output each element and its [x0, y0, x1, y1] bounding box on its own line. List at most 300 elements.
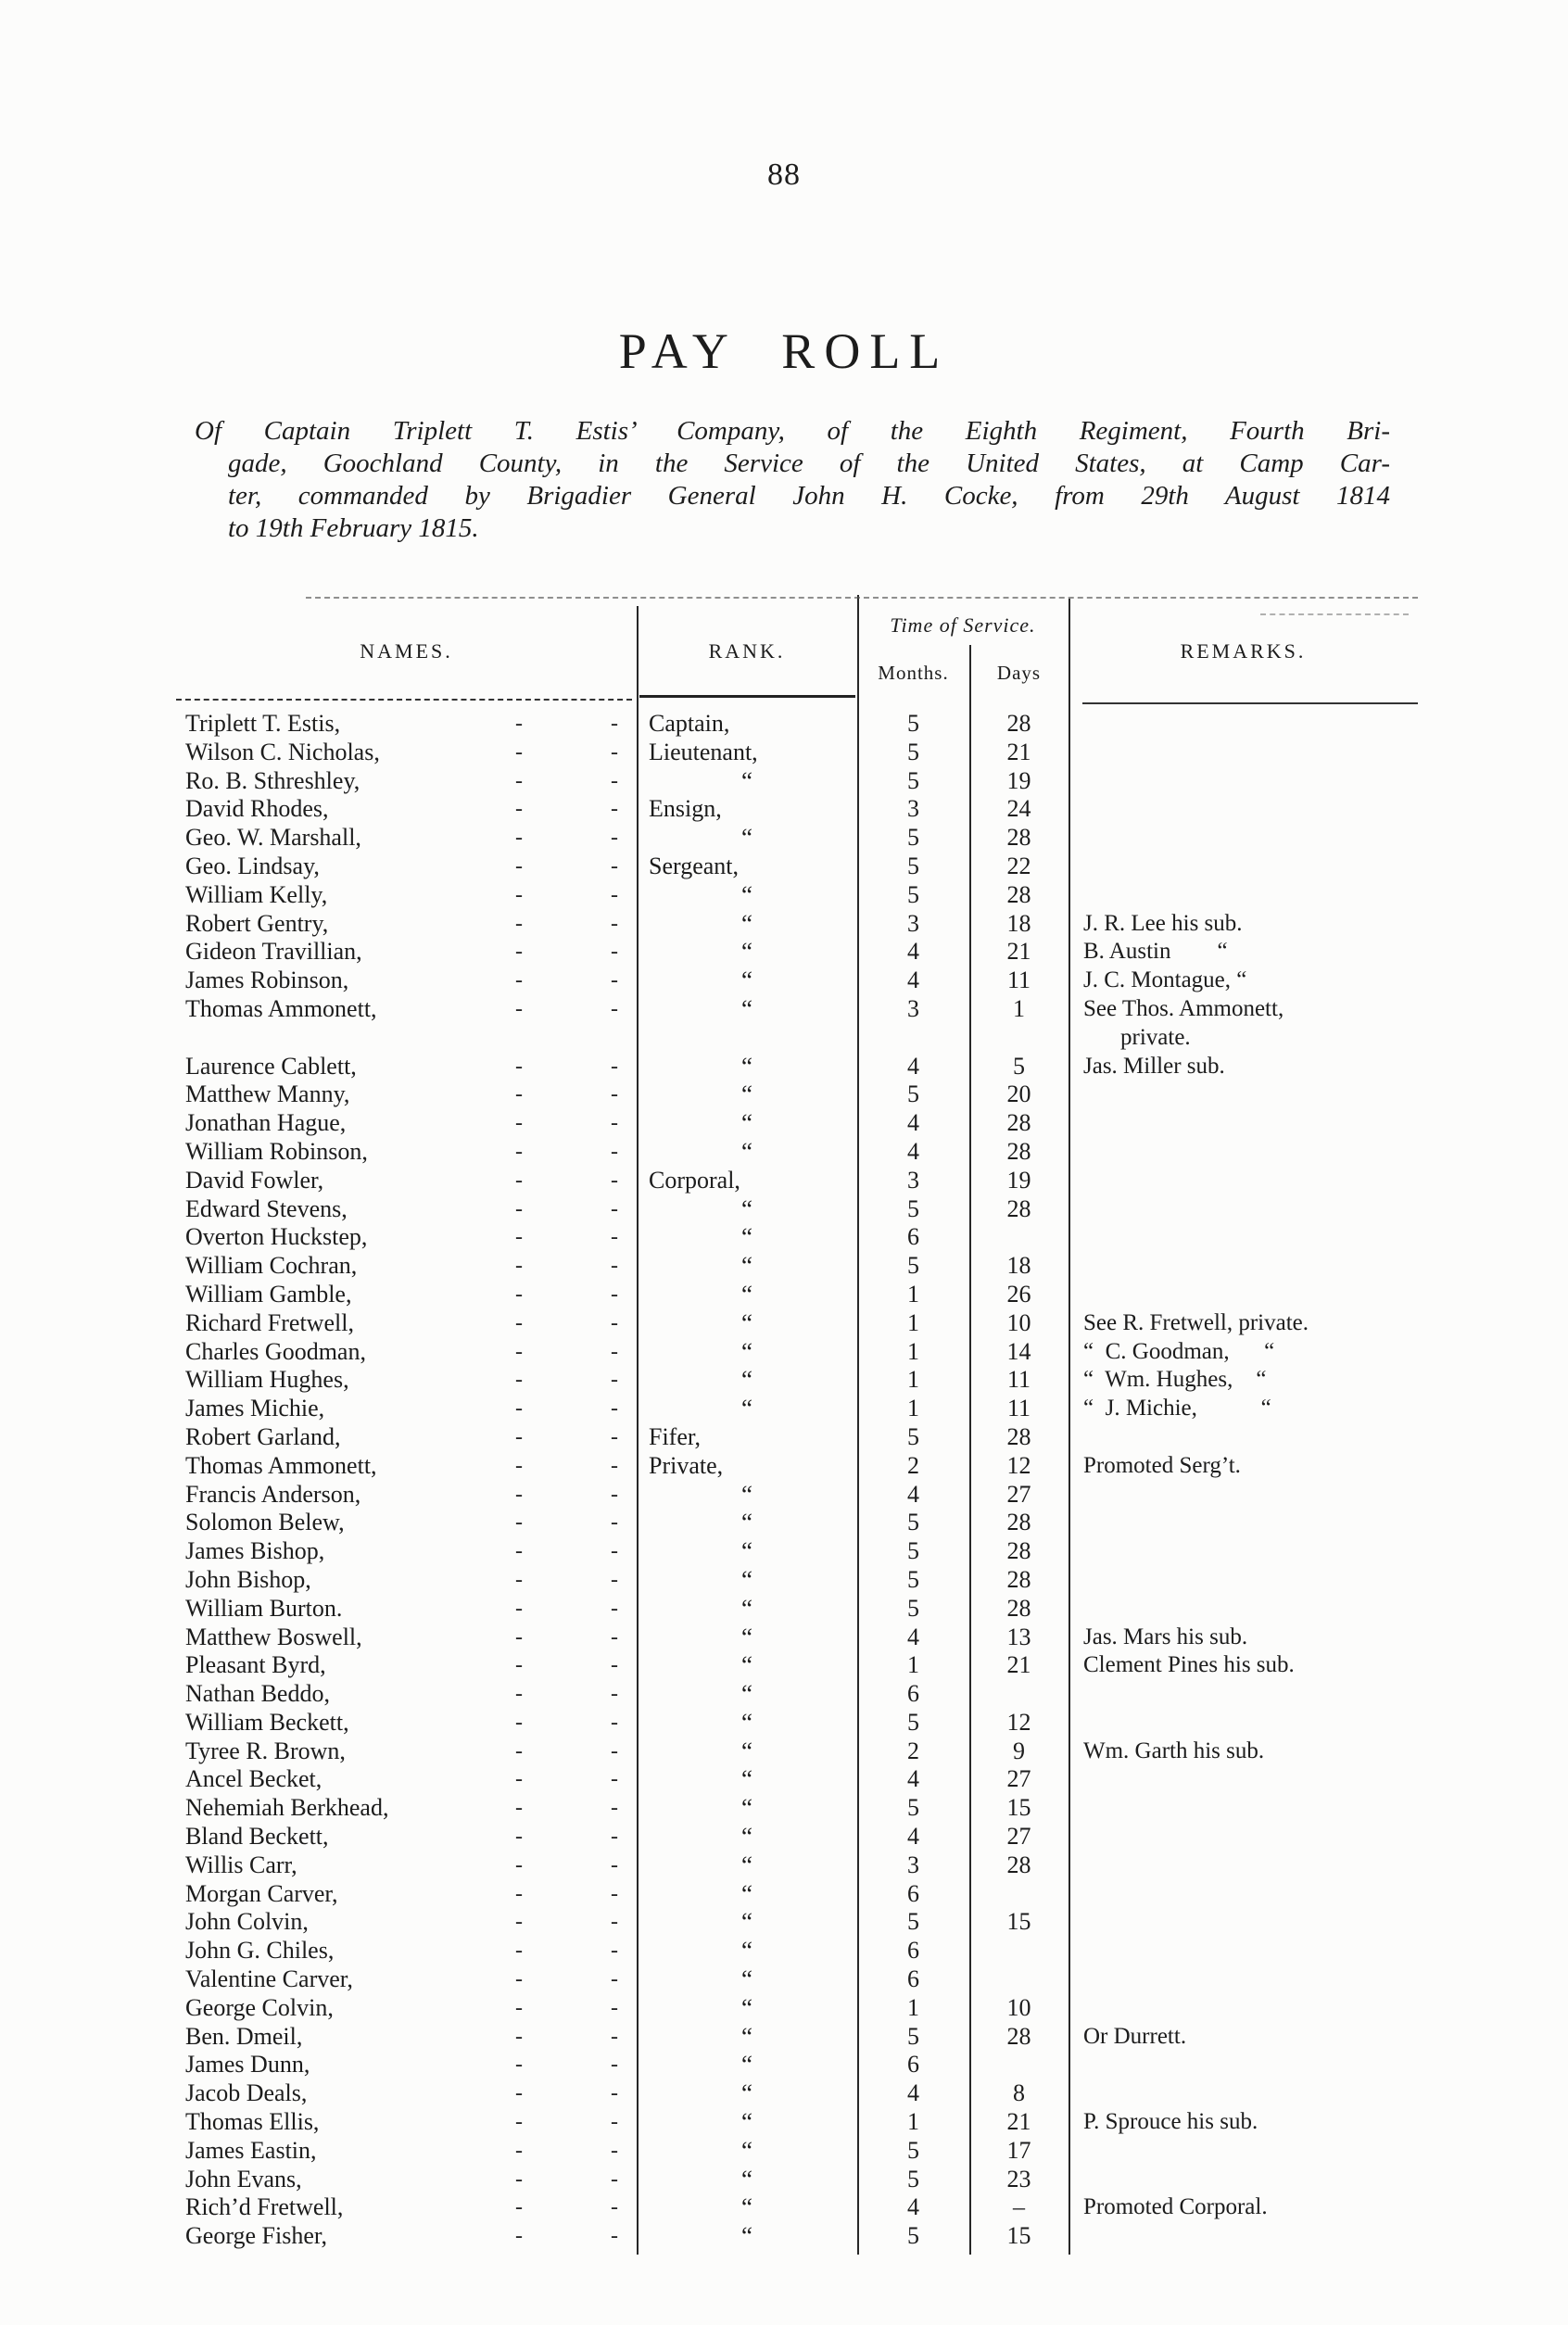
leader-dash: - [611, 1339, 618, 1364]
leader-dash: - [515, 1967, 523, 1992]
leader-dash: - [515, 1682, 523, 1707]
leader-dash: - [611, 1624, 618, 1649]
table-row [176, 2079, 1418, 2108]
table-row [176, 1338, 1418, 1367]
soldier-name: William Kelly, [185, 880, 328, 908]
name-cell [176, 2137, 637, 2166]
rank-ditto-mark: “ [741, 1965, 752, 1994]
days-cell: 12 [1006, 1451, 1031, 1479]
days-cell: 9 [1013, 1737, 1025, 1764]
months-cell: 3 [907, 1166, 919, 1194]
rank-cell: Ensign, [649, 795, 722, 823]
name-cell [176, 739, 637, 767]
rank-ditto-mark: “ [741, 824, 752, 853]
leader-dash: - [515, 2167, 523, 2192]
months-cell: 5 [907, 1594, 919, 1622]
months-cell: 1 [907, 1280, 919, 1308]
soldier-name: Pleasant Byrd, [185, 1651, 326, 1679]
table-row [176, 1252, 1418, 1281]
name-cell [176, 1709, 637, 1737]
days-cell: 26 [1006, 1280, 1031, 1308]
months-cell: 5 [907, 766, 919, 794]
rank-ditto-mark: “ [741, 1565, 752, 1594]
remarks-cell [1069, 1737, 1418, 1766]
rank-ditto-mark: “ [741, 1708, 752, 1737]
name-cell [176, 2079, 637, 2108]
rank-ditto-mark: “ [741, 1223, 752, 1252]
remark-text: J. C. Montague, “ [1083, 967, 1247, 993]
months-cell: 5 [907, 1908, 919, 1936]
leader-dash: - [515, 1939, 523, 1964]
leader-dash: - [515, 2053, 523, 2078]
leader-dash: - [611, 1995, 618, 2020]
leader-dash: - [515, 1710, 523, 1735]
name-cell [176, 1737, 637, 1766]
table-row [176, 1680, 1418, 1709]
leader-dash: - [515, 1510, 523, 1535]
days-cell: 21 [1006, 738, 1031, 765]
months-cell: 6 [907, 2051, 919, 2079]
months-cell: 1 [907, 2108, 919, 2136]
leader-dash: - [515, 1653, 523, 1678]
months-cell: 4 [907, 2079, 919, 2107]
leader-dash: - [611, 1881, 618, 1906]
name-cell [176, 1481, 637, 1510]
soldier-name: Jacob Deals, [185, 2079, 308, 2107]
months-cell: 3 [907, 909, 919, 937]
soldier-name: William Hughes, [185, 1366, 349, 1394]
name-cell [176, 1395, 637, 1423]
leader-dash: - [611, 1368, 618, 1393]
soldier-name: Matthew Manny, [185, 1080, 350, 1108]
table-row [176, 1709, 1418, 1737]
months-cell: 6 [907, 1879, 919, 1907]
caption-line: ter, commanded by Brigadier General John H. Cocke, from 29th August 1814 [228, 481, 1390, 511]
leader-dash: - [515, 2024, 523, 2049]
soldier-name: Ancel Becket, [185, 1765, 322, 1793]
days-cell: 15 [1006, 1908, 1031, 1936]
months-cell: 4 [907, 967, 919, 994]
remarks-cell [1069, 910, 1418, 939]
leader-dash: - [611, 2053, 618, 2078]
leader-dash: - [611, 797, 618, 822]
months-cell: 4 [907, 1765, 919, 1793]
leader-dash: - [515, 797, 523, 822]
days-cell: – [1013, 2193, 1025, 2221]
rank-ditto-mark: “ [741, 994, 752, 1023]
soldier-name: Geo. Lindsay, [185, 852, 320, 879]
soldier-name: Thomas Ellis, [185, 2108, 320, 2136]
days-cell: 1 [1013, 994, 1025, 1022]
table-row [176, 1509, 1418, 1537]
months-cell: 3 [907, 994, 919, 1022]
leader-dash: - [611, 882, 618, 907]
leader-dash: - [515, 1624, 523, 1649]
months-cell: 5 [907, 1708, 919, 1736]
header-rule-rank [639, 695, 855, 698]
days-cell: 23 [1006, 2165, 1031, 2192]
soldier-name: James Bishop, [185, 1537, 325, 1565]
days-cell: 28 [1006, 1537, 1031, 1565]
name-cell [176, 1080, 637, 1109]
table-row [176, 767, 1418, 796]
remark-text: J. R. Lee his sub. [1083, 910, 1243, 936]
name-cell [176, 1053, 637, 1081]
leader-dash: - [611, 1710, 618, 1735]
remark-text: See Thos. Ammonett, [1083, 995, 1284, 1021]
leader-dash: - [515, 768, 523, 793]
remark-text: “ C. Goodman, “ [1083, 1338, 1275, 1364]
leader-dash: - [611, 1054, 618, 1079]
table-row [176, 2222, 1418, 2251]
leader-dash: - [611, 1082, 618, 1107]
name-cell [176, 1167, 637, 1195]
soldier-name: Nehemiah Berkhead, [185, 1794, 389, 1822]
name-cell [176, 1423, 637, 1452]
remark-text: Jas. Miller sub. [1083, 1053, 1225, 1079]
days-cell: 28 [1006, 710, 1031, 737]
table-row [176, 1080, 1418, 1109]
leader-dash: - [515, 1082, 523, 1107]
leader-dash: - [515, 940, 523, 965]
leader-dash: - [515, 1482, 523, 1507]
soldier-name: Edward Stevens, [185, 1194, 348, 1222]
name-cell [176, 1309, 637, 1338]
table-row [176, 2051, 1418, 2079]
name-cell [176, 1223, 637, 1252]
table-row [176, 795, 1418, 824]
leader-dash: - [611, 853, 618, 878]
months-cell: 4 [907, 1823, 919, 1851]
leader-dash: - [611, 1510, 618, 1535]
soldier-name: Jonathan Hague, [185, 1109, 347, 1137]
months-cell: 3 [907, 795, 919, 823]
leader-dash: - [515, 739, 523, 764]
leader-dash: - [611, 1567, 618, 1592]
leader-dash: - [515, 996, 523, 1021]
soldier-name: Bland Beckett, [185, 1823, 329, 1851]
remark-text: See R. Fretwell, private. [1083, 1309, 1309, 1335]
remark-text-continued: private. [1120, 1024, 1191, 1050]
table-row [176, 995, 1418, 1053]
months-cell: 1 [907, 1366, 919, 1394]
page-number: 88 [767, 158, 801, 192]
soldier-name: William Cochran, [185, 1252, 358, 1280]
days-cell: 19 [1006, 1166, 1031, 1194]
months-cell: 5 [907, 1252, 919, 1280]
leader-dash: - [611, 712, 618, 736]
rank-ditto-mark: “ [741, 1308, 752, 1337]
remarks-cell [1069, 1366, 1418, 1395]
months-cell: 6 [907, 1937, 919, 1965]
rank-ditto-mark: “ [741, 1137, 752, 1166]
name-cell [176, 1195, 637, 1224]
days-cell: 27 [1006, 1765, 1031, 1793]
table-row [176, 1053, 1418, 1081]
months-cell: 5 [907, 2022, 919, 2050]
rank-ditto-mark: “ [741, 1993, 752, 2022]
rank-ditto-mark: “ [741, 1879, 752, 1908]
soldier-name: Laurence Cablett, [185, 1052, 357, 1080]
rank-ditto-mark: “ [741, 1080, 752, 1109]
leader-dash: - [515, 1995, 523, 2020]
leader-dash: - [515, 1424, 523, 1449]
remarks-cell [1069, 1452, 1418, 1481]
days-cell: 28 [1006, 880, 1031, 908]
days-cell: 28 [1006, 1194, 1031, 1222]
months-cell: 5 [907, 1565, 919, 1593]
leader-dash: - [611, 1282, 618, 1307]
name-cell [176, 1965, 637, 1994]
leader-dash: - [611, 1168, 618, 1193]
days-cell: 28 [1006, 1594, 1031, 1622]
table-row [176, 1281, 1418, 1309]
soldier-name: Valentine Carver, [185, 1965, 353, 1993]
months-cell: 5 [907, 1537, 919, 1565]
soldier-name: John Evans, [185, 2165, 302, 2192]
days-cell: 28 [1006, 1109, 1031, 1137]
table-row [176, 2137, 1418, 2166]
caption-line: Of Captain Triplett T. Estis’ Company, of the Eighth Regiment, Fourth Bri- [195, 416, 1390, 446]
rank-cell: Corporal, [649, 1166, 740, 1194]
months-cell: 4 [907, 1623, 919, 1650]
table-row [176, 1109, 1418, 1138]
days-cell: 27 [1006, 1480, 1031, 1508]
leader-dash: - [515, 1139, 523, 1164]
caption-line: to 19th February 1815. [228, 513, 479, 543]
days-cell: 11 [1006, 1366, 1031, 1394]
column-header-time-of-service: Time of Service. [890, 613, 1036, 637]
table-row [176, 1452, 1418, 1481]
days-cell: 28 [1006, 824, 1031, 852]
name-cell [176, 1366, 637, 1395]
leader-dash: - [611, 1310, 618, 1335]
leader-dash: - [611, 1139, 618, 1164]
soldier-name: Triplett T. Estis, [185, 710, 341, 737]
days-cell: 28 [1006, 1422, 1031, 1450]
remark-text: Clement Pines his sub. [1083, 1652, 1295, 1678]
months-cell: 1 [907, 1651, 919, 1679]
months-cell: 1 [907, 1993, 919, 2021]
leader-dash: - [611, 1653, 618, 1678]
name-cell [176, 1452, 637, 1481]
months-cell: 4 [907, 1052, 919, 1080]
column-header-remarks: REMARKS. [1180, 639, 1307, 663]
remark-text: Promoted Corporal. [1083, 2194, 1268, 2220]
months-cell: 5 [907, 710, 919, 737]
table-row [176, 1481, 1418, 1510]
soldier-name: Thomas Ammonett, [185, 1451, 377, 1479]
rank-cell: Sergeant, [649, 852, 739, 879]
soldier-name: William Burton. [185, 1594, 343, 1622]
leader-dash: - [611, 2167, 618, 2192]
table-row [176, 1937, 1418, 1965]
name-cell [176, 1937, 637, 1965]
leader-dash: - [611, 1111, 618, 1136]
caption-paragraph [185, 415, 1390, 545]
soldier-name: John G. Chiles, [185, 1937, 335, 1965]
leader-dash: - [611, 2138, 618, 2163]
leader-dash: - [515, 2110, 523, 2135]
soldier-name: Nathan Beddo, [185, 1680, 330, 1708]
rank-ditto-mark: “ [741, 1480, 752, 1509]
leader-dash: - [611, 968, 618, 993]
leader-dash: - [611, 940, 618, 965]
remark-text: Jas. Mars his sub. [1083, 1624, 1248, 1649]
leader-dash: - [515, 1196, 523, 1221]
leader-dash: - [515, 1111, 523, 1136]
remarks-cell [1069, 2193, 1418, 2222]
months-cell: 5 [907, 2222, 919, 2250]
table-row [176, 824, 1418, 853]
table-row [176, 1737, 1418, 1766]
soldier-name: William Gamble, [185, 1280, 352, 1308]
table-row [176, 1395, 1418, 1423]
leader-dash: - [611, 1225, 618, 1250]
soldier-name: Rich’d Fretwell, [185, 2193, 344, 2221]
leader-dash: - [611, 1939, 618, 1964]
soldier-name: David Rhodes, [185, 795, 329, 823]
name-cell [176, 1908, 637, 1937]
leader-dash: - [515, 2081, 523, 2106]
leader-dash: - [515, 1310, 523, 1335]
leader-dash: - [611, 2195, 618, 2220]
rank-ditto-mark: “ [741, 2222, 752, 2251]
leader-dash: - [611, 911, 618, 936]
table-row [176, 1423, 1418, 1452]
name-cell [176, 1252, 637, 1281]
leader-dash: - [515, 1396, 523, 1422]
rank-ditto-mark: “ [741, 909, 752, 938]
days-cell: 15 [1006, 2222, 1031, 2250]
months-cell: 6 [907, 1965, 919, 1993]
leader-dash: - [611, 1910, 618, 1935]
name-cell [176, 1338, 637, 1367]
leader-dash: - [515, 1796, 523, 1821]
months-cell: 2 [907, 1451, 919, 1479]
remark-text: Wm. Garth his sub. [1083, 1737, 1265, 1763]
months-cell: 5 [907, 1509, 919, 1536]
table-row [176, 1167, 1418, 1195]
days-cell: 10 [1006, 1308, 1031, 1336]
leader-dash: - [515, 1453, 523, 1478]
days-cell: 27 [1006, 1823, 1031, 1851]
soldier-name: Ro. B. Sthreshley, [185, 766, 360, 794]
name-cell [176, 1138, 637, 1167]
table-row [176, 967, 1418, 995]
leader-dash: - [515, 1168, 523, 1193]
rank-ditto-mark: “ [741, 880, 752, 909]
leader-dash: - [515, 1368, 523, 1393]
rank-ditto-mark: “ [741, 1937, 752, 1965]
soldier-name: James Dunn, [185, 2051, 310, 2079]
days-cell: 11 [1006, 967, 1031, 994]
leader-dash: - [515, 1852, 523, 1877]
leader-dash: - [611, 1539, 618, 1564]
rank-ditto-mark: “ [741, 1194, 752, 1223]
table-row [176, 1537, 1418, 1566]
leader-dash: - [515, 882, 523, 907]
days-cell: 22 [1006, 852, 1031, 879]
remarks-cell [1069, 1624, 1418, 1652]
rank-ditto-mark: “ [741, 1252, 752, 1281]
name-cell [176, 2166, 637, 2194]
rank-ditto-mark: “ [741, 1395, 752, 1423]
remark-text: B. Austin “ [1083, 939, 1228, 965]
name-cell [176, 2023, 637, 2052]
rank-ditto-mark: “ [741, 2136, 752, 2165]
leader-dash: - [611, 2024, 618, 2049]
rank-ditto-mark: “ [741, 1109, 752, 1138]
soldier-name: David Fowler, [185, 1166, 324, 1194]
table-row [176, 2166, 1418, 2194]
months-cell: 4 [907, 1137, 919, 1165]
table-row [176, 938, 1418, 967]
leader-dash: - [611, 739, 618, 764]
remarks-cell [1069, 1338, 1418, 1367]
name-cell [176, 910, 637, 939]
rank-ditto-mark: “ [741, 1594, 752, 1623]
remarks-cell [1069, 995, 1418, 1053]
rank-ditto-mark: “ [741, 1851, 752, 1879]
table-body [176, 710, 1418, 2251]
header-rule-names [176, 699, 632, 701]
months-cell: 6 [907, 1680, 919, 1708]
table-row [176, 1994, 1418, 2023]
days-cell: 21 [1006, 1651, 1031, 1679]
soldier-name: Charles Goodman, [185, 1337, 366, 1365]
leader-dash: - [515, 2138, 523, 2163]
leader-dash: - [611, 1825, 618, 1850]
name-cell [176, 1994, 637, 2023]
rank-ditto-mark: “ [741, 2022, 752, 2051]
months-cell: 1 [907, 1337, 919, 1365]
table-row [176, 1223, 1418, 1252]
remark-text: “ Wm. Hughes, “ [1083, 1367, 1267, 1393]
months-cell: 1 [907, 1395, 919, 1422]
soldier-name: Geo. W. Marshall, [185, 824, 361, 852]
leader-dash: - [611, 1482, 618, 1507]
days-cell: 13 [1006, 1623, 1031, 1650]
days-cell: 20 [1006, 1080, 1031, 1108]
table-row [176, 710, 1418, 739]
table-row [176, 2023, 1418, 2052]
soldier-name: Gideon Travillian, [185, 938, 362, 966]
leader-dash: - [515, 1567, 523, 1592]
days-cell: 8 [1013, 2079, 1025, 2107]
table-row [176, 1309, 1418, 1338]
months-cell: 5 [907, 852, 919, 879]
column-subheader-months: Months. [878, 662, 949, 684]
months-cell: 5 [907, 824, 919, 852]
remarks-cell [1069, 2108, 1418, 2137]
soldier-name: John Colvin, [185, 1908, 309, 1936]
leader-dash: - [611, 1254, 618, 1279]
name-cell [176, 1680, 637, 1709]
leader-dash: - [515, 2224, 523, 2249]
name-cell [176, 1281, 637, 1309]
remarks-cell [1069, 1053, 1418, 1081]
table-row [176, 2193, 1418, 2222]
name-cell [176, 1109, 637, 1138]
remarks-cell [1069, 938, 1418, 967]
months-cell: 5 [907, 2136, 919, 2164]
leader-dash: - [515, 1225, 523, 1250]
leader-dash: - [611, 1453, 618, 1478]
remarks-cell [1069, 1651, 1418, 1680]
months-cell: 5 [907, 1422, 919, 1450]
rank-ditto-mark: “ [741, 1366, 752, 1395]
